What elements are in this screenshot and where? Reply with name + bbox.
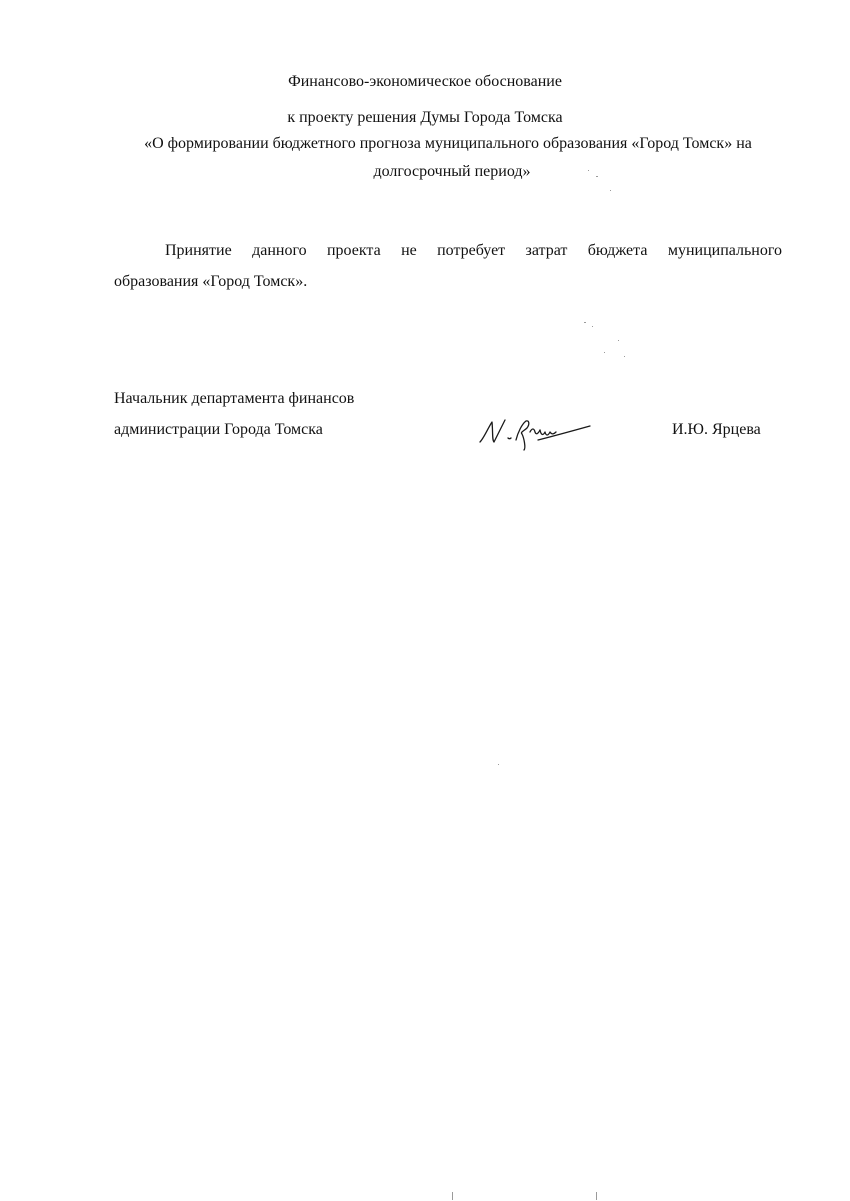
- signatory-position-line-2: администрации Города Томска: [114, 421, 323, 438]
- signatory-name: И.Ю. Ярцева: [672, 421, 761, 438]
- document-title-line-1: Финансово-экономическое обоснование: [288, 73, 562, 90]
- document-title-line-2: к проекту решения Думы Города Томска: [287, 109, 563, 126]
- document-title-line-3: «О формировании бюджетного прогноза муниципального образования «Город Томск» на: [144, 135, 752, 152]
- body-paragraph-line-1: Принятие данного проекта не потребует затрат бюджета муниципального: [165, 242, 782, 259]
- handwritten-signature: [478, 412, 594, 452]
- document-title-line-4: долгосрочный период»: [373, 163, 531, 180]
- signatory-position-line-1: Начальник департамента финансов: [114, 390, 355, 407]
- body-paragraph-line-2: образования «Город Томск».: [114, 273, 308, 290]
